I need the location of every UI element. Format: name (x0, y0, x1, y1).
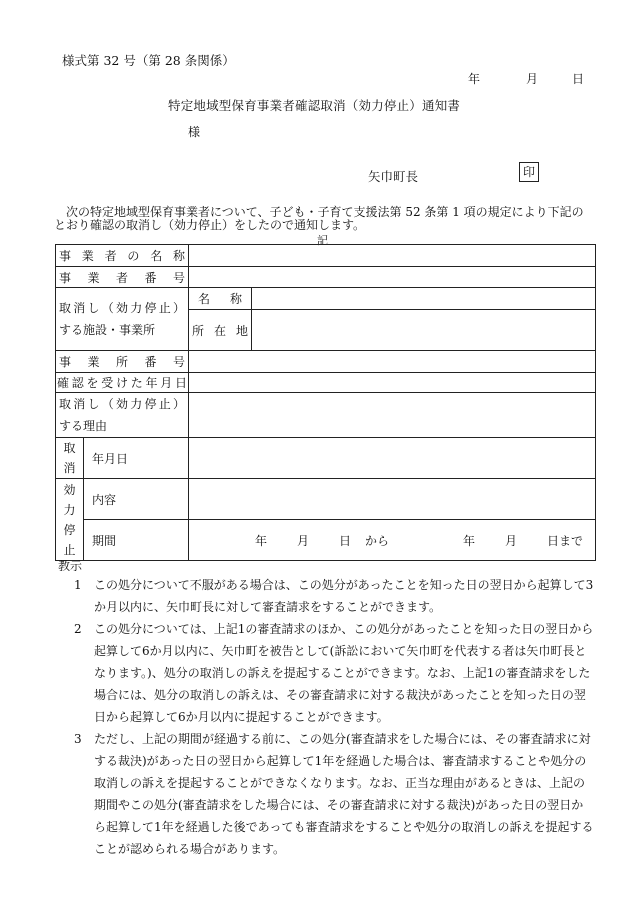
suspend-char-2: 力 (63, 502, 76, 517)
notice-num: 2 (74, 622, 82, 636)
notice-num: 3 (74, 732, 82, 746)
cancel-char-2: 消 (63, 461, 76, 475)
field-cancel-date[interactable] (189, 438, 596, 479)
notice-num: 1 (74, 578, 82, 592)
seal-mark: 印 (519, 162, 539, 182)
notice-text: この処分について不服がある場合は、この処分があったことを知った日の翌日から起算して3か月以内に、矢巾町長に対して審査請求をすることができます。 (94, 578, 594, 614)
label-reason-line1: 取消し（効力停止） (59, 397, 186, 411)
addressee-suffix: 様 (188, 125, 201, 139)
notice-item (74, 618, 594, 728)
label-period: 期間 (84, 520, 189, 561)
label-facility-line2: する施設・事業所 (59, 323, 156, 337)
period-until: 日まで (547, 534, 584, 548)
date-month: 月 (525, 72, 538, 86)
date-year: 年 (467, 72, 480, 86)
field-confirmed-date[interactable] (189, 373, 596, 393)
document-title: 特定地域型保育事業者確認取消（効力停止）通知書 (168, 98, 461, 113)
label-operator-name: 事業者の名称 (59, 249, 186, 263)
field-period[interactable] (189, 520, 596, 561)
label-cancel-date: 年月日 (84, 438, 189, 479)
notice-text: この処分については、上記1の審査請求のほか、この処分があったことを知った日の翌日から起算して6か月以内に、矢巾町を被告として(訴訟において矢巾町を代表する者は矢巾町長となります。)、処分の取消しの訴えを提起することができます。なお、上記1の審査請求をした場合には、処分の取消しの訴えは、その審査請求に対する裁決があったことを知った日の翌日から起算して6か月以内に提起することができます。 (94, 622, 594, 724)
notice-item (74, 574, 594, 618)
label-operator-number: 事業者番号 (59, 270, 186, 285)
field-facility-address[interactable] (252, 310, 596, 351)
field-reason[interactable] (189, 393, 596, 438)
ki-heading: 記 (317, 234, 328, 247)
notice-text: ただし、上記の期間が経過する前に、この処分(審査請求をした場合には、その審査請求に対する裁決)があった日の翌日から起算して1年を経過した場合は、審査請求することや処分の取消しの訴えを提起することができなくなります。なお、正当な理由があるときは、上記の期間やこの処分(審査請求をした場合には、その審査請求に対する裁決)があった日の翌日から起算して1年を経過した後であっても審査請求をすることや処分の取消しの訴えを提起することが認められる場合があります。 (94, 732, 594, 856)
date-day: 日 (571, 72, 584, 86)
form-number: 様式第 32 号（第 28 条関係） (62, 53, 235, 68)
label-office-number: 事業所番号 (59, 355, 186, 369)
period-from: から (365, 534, 390, 548)
period-month2: 月 (505, 534, 518, 548)
period-day1: 日 (339, 534, 352, 548)
label-facility-line1: 取消し（効力停止） (59, 301, 186, 315)
field-office-number[interactable] (189, 351, 596, 373)
notice-table (55, 244, 596, 561)
period-year2: 年 (463, 534, 476, 548)
field-facility-name[interactable] (252, 288, 596, 310)
field-operator-name[interactable] (189, 245, 596, 267)
field-operator-number[interactable] (189, 267, 596, 288)
label-facility-address: 所在地 (192, 323, 249, 338)
date-line (468, 70, 584, 87)
label-confirmed-date: 確認を受けた年月日 (57, 376, 188, 390)
notice-item (74, 728, 594, 860)
suspend-char-3: 停 (63, 522, 76, 537)
suspend-char-4: 止 (63, 542, 76, 557)
cancel-char-1: 取 (63, 441, 76, 455)
issuer-name: 矢巾町長 (368, 169, 419, 184)
label-facility-name: 名称 (198, 292, 243, 306)
intro-text: 次の特定地域型保育事業者について、子ども・子育て支援法第 52 条第 1 項の規定により下記のとおり確認の取消し（効力停止）をしたので通知します。 (54, 205, 584, 232)
notice-heading: 教示 (58, 559, 83, 573)
label-reason-line2: する理由 (59, 419, 108, 433)
notice-list (74, 574, 594, 860)
label-content: 内容 (84, 479, 189, 520)
period-year1: 年 (255, 534, 268, 548)
field-content[interactable] (189, 479, 596, 520)
suspend-char-1: 効 (63, 482, 76, 497)
period-month1: 月 (297, 534, 310, 548)
